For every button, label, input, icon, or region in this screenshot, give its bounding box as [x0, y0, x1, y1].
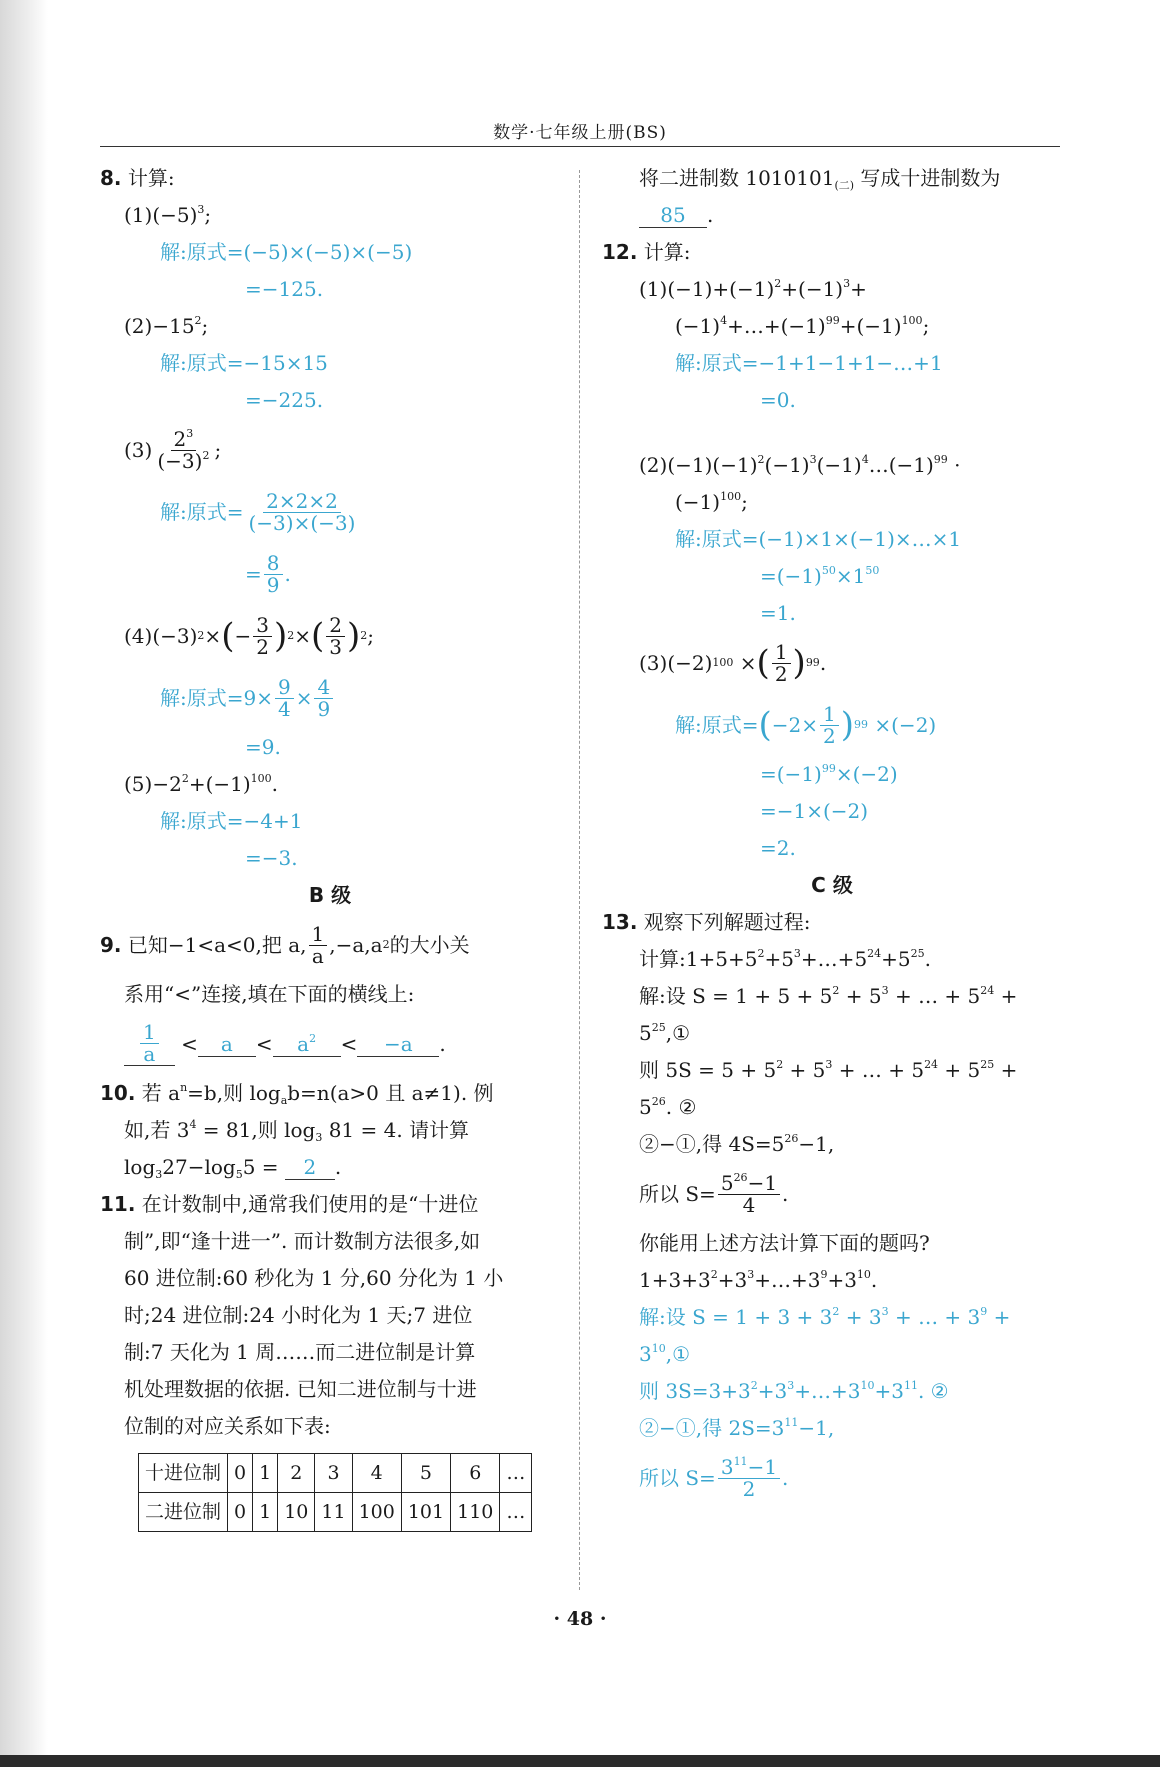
level-c-heading: C 级 [811, 873, 853, 897]
q8-5-solution: 解:原式=−4+1 [160, 809, 303, 833]
q13-step-3: ②−①,得 $4S=5^{26}-1$, [639, 1132, 835, 1156]
q12-3-step-1: $=(-1)^{99}\times(-2)$ [760, 762, 898, 786]
q13-answer-1: 解:设 $S = 1 + 3 + 3^2 + 3^3$ + … + $3^9$ + [639, 1305, 1011, 1329]
q11-line-5: 制:7 天化为 1 周……而二进位制是计算 [124, 1340, 476, 1364]
q8-1-result: =−125. [245, 277, 324, 301]
question-8: 8. 计算: [100, 166, 175, 190]
q8-part-1: $(1)(-5)^3$; [124, 203, 212, 227]
q8-5-result: =−3. [245, 846, 298, 870]
q9-line-2: 系用“<”连接,填在下面的横线上: [124, 982, 415, 1006]
q11-continued: 将二进制数 $1010101_{(二)}$ 写成十进制数为 [639, 166, 1001, 192]
q13-step-4: 所以 S= $\frac{5^{26}-1}{4}$ . [639, 1170, 789, 1217]
q10-line-3: $\log_327-\log_55 = 2$ . [124, 1155, 342, 1181]
left-column [100, 160, 560, 1532]
q8-3-solution: 解:原式= $\frac{2\times 2\times 2}{(-3)\times(-3)}$ [160, 488, 356, 535]
q12-part-2: $(2)(-1)(-1)^2(-1)^3(-1)^4\dots(-1)^{99}$ · [639, 453, 961, 477]
q13-calc: 计算$:1+5+5^2+5^3+\dots+5^{24}+5^{25}$. [639, 947, 932, 971]
q13-task: $1+3+3^2+3^3+\dots+3^9+3^{10}$. [639, 1268, 878, 1292]
q12-1-solution: 解:原式=−1+1−1+1−…+1 [675, 351, 943, 375]
q12-2-result: =1. [760, 601, 796, 625]
q13-answer-1b: $3^{10},①$ [639, 1342, 691, 1366]
q8-part-3: (3) $\frac{2^3}{(-3)^2}$ ; [124, 426, 222, 473]
q12-part-2-line2: $(-1)^{100}$; [675, 490, 748, 514]
table-row: 十进位制 0 1 2 3 4 5 6 … [139, 1454, 532, 1493]
q12-3-result: =2. [760, 836, 796, 860]
q12-1-result: =0. [760, 388, 796, 412]
q12-3-step-2: =−1×(−2) [760, 799, 869, 823]
q8-4-result: =9. [245, 735, 281, 759]
q13-step-1b: $5^{25},①$ [639, 1021, 691, 1045]
question-11: 11. 在计数制中,通常我们使用的是“十进位 [100, 1192, 479, 1216]
q8-4-solution: 解:原式=9× $\frac{9}{4}$ × $\frac{4}{9}$ [100, 667, 560, 729]
q12-part-1-line2: $(-1)^4+\dots+(-1)^{99}+(-1)^{100}$; [675, 314, 930, 338]
q13-step-1: 解:设 $S = 1 + 5 + 5^2 + 5^3$ + … + $5^{24}$ + [639, 984, 1018, 1008]
q11-line-3: 60 进位制:60 秒化为 1 分,60 分化为 1 小 [124, 1266, 504, 1290]
q11-line-7: 位制的对应关系如下表: [124, 1414, 331, 1438]
q8-3-result: = $\frac{8}{9}$ . [245, 550, 291, 597]
q12-3-solution: 解:原式= ( −2× $\frac{1}{2}$ ) 99 ×(−2) [675, 701, 937, 748]
q12-part-3: (3)(−2) 100 × ( $\frac{1}{2}$ ) 99 . [639, 639, 827, 686]
question-10: 10. 若 $a^n=b$,则 $\log_ab=n(a>0$ 且 a≠1). 例 [100, 1081, 494, 1107]
q8-part-4: (4)(−3) 2 × ( − $\frac{3}{2}$ ) 2 × ( $\frac{2}{3}$ ) 2 ; [124, 612, 374, 659]
q8-2-solution: 解:原式=−15×15 [160, 351, 328, 375]
q13-answer-3: ②−①,得 $2S=3^{11}-1$, [639, 1416, 835, 1440]
q12-part-1: $(1)(-1)+(-1)^2+(-1)^3+$ [639, 277, 867, 301]
q12-2-solution: 解:原式=(−1)×1×(−1)×…×1 [675, 527, 962, 551]
binary-decimal-table [138, 1453, 532, 1532]
q8-part-2: $(2)-15^2$; [124, 314, 209, 338]
q13-answer-4: 所以 S= $\frac{3^{11}-1}{2}$ . [639, 1454, 789, 1501]
header-rule [100, 146, 1060, 147]
q11-line-2: 制”,即“逢十进一”. 而计数制方法很多,如 [124, 1229, 481, 1253]
q13-answer-2: 则 $3S=3+3^2+3^3+\dots+3^{10}+3^{11}$. ② [639, 1379, 949, 1403]
q12-2-step: $=(-1)^{50}\times 1^{50}$ [760, 564, 880, 588]
q9-answer: $\frac{1}{a}$ < a < $a^2$ < −a . [100, 1013, 560, 1075]
bottom-bar [0, 1755, 1160, 1767]
level-b-heading: B 级 [308, 883, 352, 907]
q13-step-2: 则 $5S = 5 + 5^2 + 5^3$ + … + $5^{24} + 5^{25}$ + [639, 1058, 1018, 1082]
q8-part-5: $(5)-2^2+(-1)^{100}$. [124, 772, 279, 796]
q13-step-2b: $5^{26}$. ② [639, 1095, 697, 1119]
q11-line-6: 机处理数据的依据. 已知二进位制与十进 [124, 1377, 477, 1401]
page-header: 数学·七年级上册(BS) [493, 123, 667, 143]
column-divider [579, 170, 580, 1590]
question-12: 12. 计算: [602, 240, 691, 264]
right-column [602, 160, 1062, 1509]
q8-2-result: =−225. [245, 388, 324, 412]
q11-line-4: 时;24 进位制:24 小时化为 1 天;7 进位 [124, 1303, 473, 1327]
page-number: · 48 · [553, 1608, 607, 1630]
q10-line-2: 如,若 $3^4 = 81$,则 $\log_3 81 = 4$. 请计算 [124, 1118, 470, 1144]
q13-ask: 你能用上述方法计算下面的题吗? [639, 1231, 930, 1255]
q8-1-solution: 解:原式=(−5)×(−5)×(−5) [160, 240, 413, 264]
table-row: 二进位制 0 1 10 11 100 101 110 … [139, 1493, 532, 1532]
page-shadow-edge [0, 0, 48, 1767]
q11-answer: 85 . [602, 197, 1062, 234]
question-13: 13. 观察下列解题过程: [602, 910, 811, 934]
question-9: 9. 已知−1<a<0,把 a, $\frac{1}{a}$ ,−a,a 2 的大小关 [100, 921, 470, 968]
